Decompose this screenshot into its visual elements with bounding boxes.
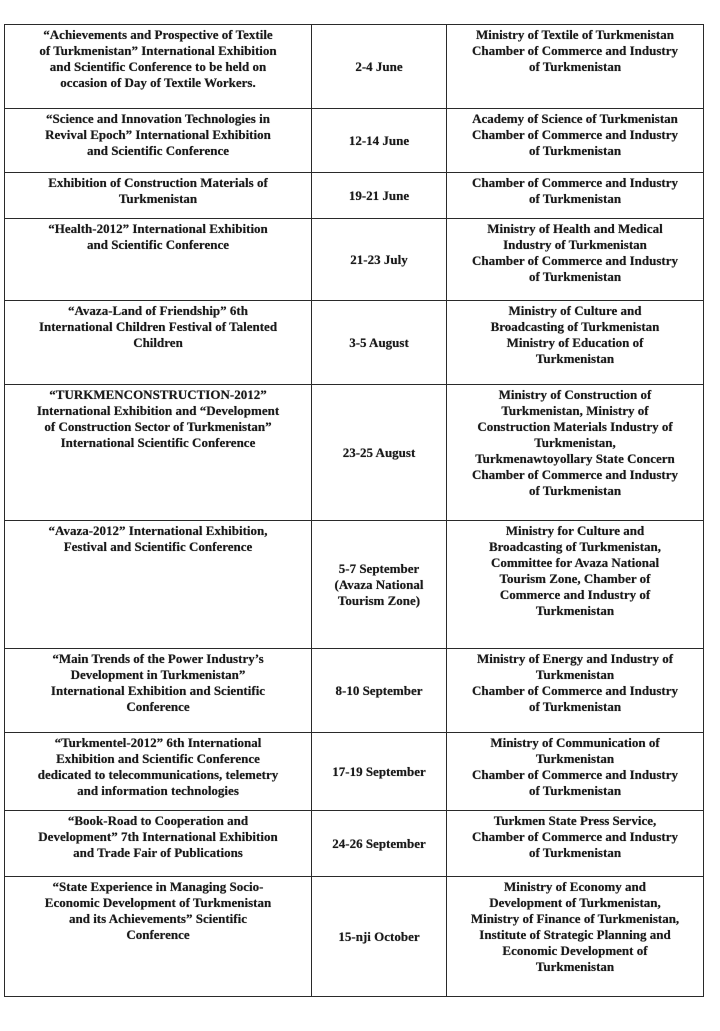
event-name-line: International Exhibition and “Development <box>36 403 280 418</box>
event-name-cell <box>5 521 312 649</box>
organizers-cell <box>447 173 704 219</box>
organizers-line: Chamber of Commerce and Industry <box>471 683 679 698</box>
event-date-line: 12-14 June <box>348 132 410 148</box>
event-date-cell <box>312 25 447 109</box>
table-row <box>5 649 704 733</box>
event-name-line: Revival Epoch” International Exhibition <box>45 127 271 142</box>
organizers-line: Chamber of Commerce and Industry <box>471 467 679 482</box>
event-name-cell <box>5 219 312 301</box>
event-name-line: Children <box>133 335 183 350</box>
organizers-line: Commerce and Industry of <box>499 587 651 602</box>
organizers-line: Committee for Avaza National <box>490 555 660 570</box>
organizers-cell <box>447 733 704 811</box>
table-row <box>5 521 704 649</box>
organizers-line: Broadcasting of Turkmenistan <box>490 319 660 334</box>
event-date-line: 21-23 July <box>350 251 408 267</box>
event-name-line: “Main Trends of the Power Industry’s <box>52 651 264 666</box>
organizers-line: Ministry of Education of <box>506 335 644 350</box>
organizers-line: Academy of Science of Turkmenistan <box>472 111 678 126</box>
table-row <box>5 109 704 173</box>
organizers-line: Turkmenistan <box>535 751 615 766</box>
event-name-line: “Avaza-2012” International Exhibition, <box>48 523 268 538</box>
organizers-line: Chamber of Commerce and Industry <box>471 253 679 268</box>
event-date-line: 5-7 September <box>338 560 420 576</box>
table-row <box>5 301 704 385</box>
event-name-cell <box>5 811 312 877</box>
organizers-line: Turkmenistan, Ministry of <box>501 403 649 418</box>
organizers-line: of Turkmenistan <box>528 699 622 714</box>
event-date-cell <box>312 811 447 877</box>
organizers-line: Turkmenistan <box>535 959 615 974</box>
organizers-line: Chamber of Commerce and Industry <box>471 175 679 190</box>
event-name-line: Turkmenistan <box>118 191 198 206</box>
organizers-line: Turkmenistan <box>535 603 615 618</box>
event-name-line: International Scientific Conference <box>60 435 256 450</box>
organizers-cell <box>447 25 704 109</box>
organizers-line: Development of Turkmenistan, <box>489 895 661 910</box>
organizers-line: of Turkmenistan <box>528 845 622 860</box>
table-row <box>5 25 704 109</box>
table-row <box>5 385 704 521</box>
organizers-line: Ministry of Health and Medical <box>487 221 663 236</box>
organizers-line: Turkmenawtoyollary State Concern <box>475 451 675 466</box>
organizers-line: Chamber of Commerce and Industry <box>471 43 679 58</box>
event-date-cell <box>312 219 447 301</box>
organizers-line: Broadcasting of Turkmenistan, <box>488 539 662 554</box>
event-name-line: and Scientific Conference to be held on <box>49 59 267 74</box>
event-date-line: Tourism Zone) <box>337 592 421 608</box>
event-name-line: International Exhibition and Scientific <box>50 683 266 698</box>
organizers-line: Ministry of Textile of Turkmenistan <box>476 27 674 42</box>
event-name-cell <box>5 173 312 219</box>
event-name-line: and Scientific Conference <box>86 143 230 158</box>
organizers-line: of Turkmenistan <box>528 483 622 498</box>
organizers-line: Construction Materials Industry of <box>477 419 673 434</box>
event-date-line: 3-5 August <box>349 334 409 350</box>
event-date-line: 17-19 September <box>332 763 426 779</box>
event-date-cell <box>312 173 447 219</box>
organizers-cell <box>447 301 704 385</box>
event-name-line: and its Achievements” Scientific <box>68 911 247 926</box>
table-row <box>5 811 704 877</box>
organizers-line: Ministry of Energy and Industry of <box>476 651 674 666</box>
events-table-body <box>5 25 704 997</box>
organizers-line: of Turkmenistan <box>528 143 622 158</box>
organizers-line: Chamber of Commerce and Industry <box>471 829 679 844</box>
event-date-cell <box>312 521 447 649</box>
event-name-line: “Health-2012” International Exhibition <box>48 221 268 236</box>
event-name-cell <box>5 301 312 385</box>
event-name-cell <box>5 877 312 997</box>
event-date-line: (Avaza National <box>334 576 424 592</box>
event-name-line: International Children Festival of Talented <box>38 319 278 334</box>
event-name-line: and Scientific Conference <box>86 237 230 252</box>
event-name-line: of Construction Sector of Turkmenistan” <box>44 419 272 434</box>
event-date-line: 24-26 September <box>332 835 426 851</box>
event-name-line: of Turkmenistan” International Exhibition <box>39 43 277 58</box>
event-name-line: “Avaza-Land of Friendship” 6th <box>68 303 248 318</box>
event-name-line: “Book-Road to Cooperation and <box>67 813 249 828</box>
organizers-line: Ministry of Culture and <box>508 303 642 318</box>
organizers-cell <box>447 877 704 997</box>
event-name-line: “State Experience in Managing Socio- <box>52 879 264 894</box>
event-name-line: Exhibition of Construction Materials of <box>48 175 268 190</box>
event-name-line: and information technologies <box>77 783 239 798</box>
organizers-line: Ministry of Finance of Turkmenistan, <box>470 911 680 926</box>
event-date-cell <box>312 649 447 733</box>
event-date-line: 15-nji October <box>338 928 420 944</box>
event-date-cell <box>312 301 447 385</box>
organizers-line: of Turkmenistan <box>528 191 622 206</box>
organizers-cell <box>447 649 704 733</box>
organizers-line: Turkmenistan, <box>534 435 616 450</box>
organizers-line: Industry of Turkmenistan <box>503 237 647 252</box>
table-row <box>5 173 704 219</box>
event-name-line: occasion of Day of Textile Workers. <box>60 75 256 90</box>
event-name-line: Exhibition and Scientific Conference <box>56 751 260 766</box>
event-name-line: Conference <box>126 699 190 714</box>
event-name-line: “Turkmentel-2012” 6th International <box>54 735 262 750</box>
organizers-cell <box>447 109 704 173</box>
event-name-line: Development in Turkmenistan” <box>70 667 246 682</box>
events-table <box>4 24 704 997</box>
event-name-line: Economic Development of Turkmenistan <box>44 895 272 910</box>
organizers-line: Institute of Strategic Planning and <box>479 927 671 942</box>
organizers-cell <box>447 521 704 649</box>
event-date-line: 8-10 September <box>335 682 423 698</box>
organizers-line: of Turkmenistan <box>528 783 622 798</box>
event-name-cell <box>5 733 312 811</box>
event-name-cell <box>5 385 312 521</box>
event-date-cell <box>312 877 447 997</box>
organizers-line: Ministry for Culture and <box>505 523 645 538</box>
event-name-cell <box>5 109 312 173</box>
event-date-line: 2-4 June <box>355 58 403 74</box>
event-name-line: “Achievements and Prospective of Textile <box>43 27 273 42</box>
event-name-line: Festival and Scientific Conference <box>63 539 253 554</box>
table-row <box>5 877 704 997</box>
organizers-cell <box>447 219 704 301</box>
event-date-line: 23-25 August <box>342 444 416 460</box>
table-row <box>5 219 704 301</box>
event-date-cell <box>312 733 447 811</box>
organizers-cell <box>447 811 704 877</box>
event-date-line: 19-21 June <box>348 187 410 203</box>
event-name-line: Development” 7th International Exhibition <box>38 829 278 844</box>
organizers-cell <box>447 385 704 521</box>
organizers-line: Ministry of Economy and <box>504 879 646 894</box>
organizers-line: Turkmenistan <box>535 667 615 682</box>
organizers-line: Turkmen State Press Service, <box>493 813 657 828</box>
event-name-line: dedicated to telecommunications, telemetry <box>37 767 279 782</box>
organizers-line: Chamber of Commerce and Industry <box>471 127 679 142</box>
event-name-line: “TURKMENCONSTRUCTION-2012” <box>49 387 267 402</box>
organizers-line: Economic Development of <box>502 943 648 958</box>
event-date-cell <box>312 109 447 173</box>
organizers-line: Turkmenistan <box>535 351 615 366</box>
organizers-line: Chamber of Commerce and Industry <box>471 767 679 782</box>
event-name-cell <box>5 25 312 109</box>
organizers-line: Ministry of Construction of <box>498 387 652 402</box>
organizers-line: of Turkmenistan <box>528 269 622 284</box>
event-name-line: and Trade Fair of Publications <box>73 845 243 860</box>
table-row <box>5 733 704 811</box>
event-name-line: Conference <box>126 927 190 942</box>
organizers-line: of Turkmenistan <box>528 59 622 74</box>
organizers-line: Ministry of Communication of <box>490 735 660 750</box>
event-name-line: “Science and Innovation Technologies in <box>46 111 270 126</box>
event-date-cell <box>312 385 447 521</box>
organizers-line: Tourism Zone, Chamber of <box>499 571 651 586</box>
event-name-cell <box>5 649 312 733</box>
